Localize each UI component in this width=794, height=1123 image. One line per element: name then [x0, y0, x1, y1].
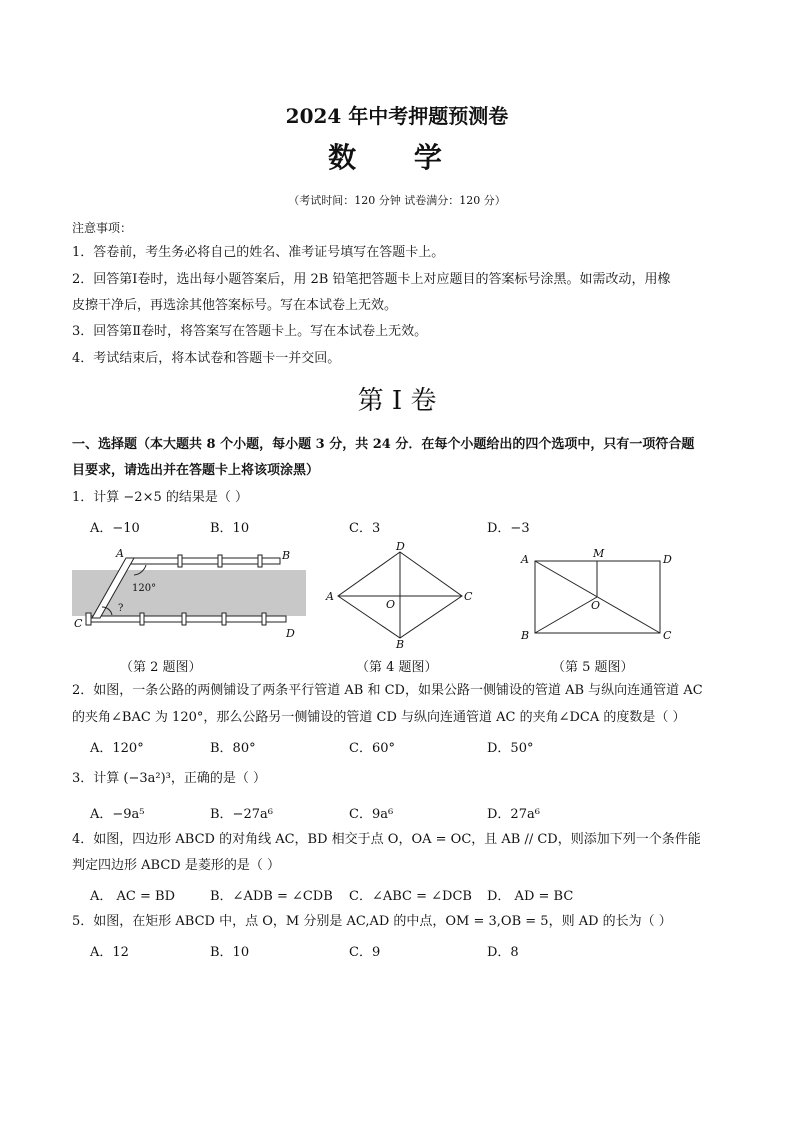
- pipe-cd: [90, 616, 286, 622]
- question-5-option-a: A．12: [90, 945, 129, 960]
- unknown-angle-label: ?: [118, 603, 124, 614]
- figure-5-diagram: [515, 543, 685, 648]
- pipe-joint: [140, 613, 144, 625]
- notice-line: 2．回答第Ⅰ卷时，选出每小题答案后，用 2B 铅笔把答题卡上对应题目的答案标号涂黑。如需改动，用橡: [72, 272, 671, 287]
- label-m: M: [593, 547, 605, 560]
- angle-label: 120°: [132, 583, 157, 594]
- part1-intro: 目要求，请选出并在答题卡上将该项涂黑）: [72, 463, 320, 478]
- question-1-stem: 1．计算 −2×5 的结果是（ ）: [72, 490, 248, 505]
- question-3-option-b: B．−27a⁶: [210, 807, 273, 822]
- label-b: B: [396, 638, 405, 650]
- segment-ob: [535, 597, 597, 633]
- label-a: A: [116, 547, 124, 560]
- label-a: A: [326, 590, 334, 603]
- label-a: A: [521, 553, 529, 566]
- question-3-option-a: A．−9a⁵: [90, 807, 145, 822]
- question-1-option-d: D．−3: [487, 521, 530, 536]
- question-2-option-d: D．50°: [487, 741, 534, 756]
- question-2-option-b: B．80°: [210, 741, 256, 756]
- question-4-option-b: B．∠ADB = ∠CDB: [210, 889, 333, 904]
- label-b: B: [282, 549, 291, 562]
- question-1-option-a: A．−10: [90, 521, 140, 536]
- figure-2-caption: （第 2 题图）: [120, 660, 202, 675]
- question-2-option-a: A．120°: [90, 741, 144, 756]
- question-2-stem-continued: 的夹角∠BAC 为 120°，那么公路另一侧铺设的管道 CD 与纵向连通管道 AC 的夹角∠DCA 的度数是（ ）: [72, 710, 686, 725]
- pipe-joint: [262, 613, 266, 625]
- question-1-option-c: C．3: [349, 521, 381, 536]
- notice-heading: 注意事项：: [72, 221, 133, 235]
- subject-title: 数 学: [328, 141, 466, 174]
- label-d: D: [396, 540, 405, 553]
- pipe-joint: [178, 555, 182, 567]
- question-4-option-c: C．∠ABC = ∠DCB: [349, 889, 472, 904]
- notice-line: 4．考试结束后，将本试卷和答题卡一并交回。: [72, 351, 341, 366]
- pipe-joint: [222, 613, 226, 625]
- section-title: 第 I 卷: [357, 386, 437, 416]
- question-3-stem: 3．计算 (−3a²)³，正确的是（ ）: [72, 771, 267, 786]
- exam-title: 2024 年中考押题预测卷: [285, 104, 509, 128]
- pipe-joint: [182, 613, 186, 625]
- label-c: C: [464, 590, 473, 603]
- exam-meta: （考试时间：120 分钟 试卷满分：120 分）: [288, 194, 506, 207]
- figure-2-diagram: [70, 545, 310, 645]
- question-5-option-d: D．8: [487, 945, 519, 960]
- question-5-stem: 5．如图，在矩形 ABCD 中，点 O，M 分别是 AC,AD 的中点，OM = 3,OB = 5，则 AD 的长为（ ）: [72, 914, 672, 929]
- label-d: D: [286, 627, 295, 640]
- notice-line: 3．回答第Ⅱ卷时，将答案写在答题卡上。写在本试卷上无效。: [72, 324, 428, 339]
- label-o: O: [386, 598, 396, 611]
- label-b: B: [521, 629, 530, 642]
- pipe-joint: [218, 555, 222, 567]
- label-d: D: [663, 553, 672, 566]
- label-c: C: [74, 617, 83, 630]
- label-c: C: [663, 629, 672, 642]
- part1-intro: 一、选择题（本大题共 8 个小题，每小题 3 分，共 24 分．在每个小题给出的四个选项中，只有一项符合题: [72, 437, 695, 452]
- question-4-option-d: D． AD = BC: [487, 889, 574, 904]
- question-3-option-d: D．27a⁶: [487, 807, 540, 822]
- question-2-stem: 2．如图，一条公路的两侧铺设了两条平行管道 AB 和 CD，如果公路一侧铺设的管道 AB 与纵向连通管道 AC: [72, 683, 703, 698]
- notice-line: 1．答卷前，考生务必将自己的姓名、准考证号填写在答题卡上。: [72, 245, 445, 260]
- figure-4-caption: （第 4 题图）: [356, 660, 438, 675]
- question-4-stem: 4．如图，四边形 ABCD 的对角线 AC，BD 相交于点 O，OA = OC，且 AB // CD，则添加下列一个条件能: [72, 832, 701, 847]
- pipe-joint: [86, 613, 91, 625]
- question-4-option-a: A． AC = BD: [90, 889, 175, 904]
- label-o: O: [591, 599, 601, 612]
- question-4-stem-continued: 判定四边形 ABCD 是菱形的是（ ）: [72, 858, 280, 873]
- figure-5-caption: （第 5 题图）: [552, 660, 634, 675]
- question-1-option-b: B．10: [210, 521, 250, 536]
- question-5-option-b: B．10: [210, 945, 250, 960]
- pipe-joint: [258, 555, 262, 567]
- question-2-option-c: C．60°: [349, 741, 395, 756]
- question-3-option-c: C．9a⁶: [349, 807, 394, 822]
- figure-4-diagram: [320, 540, 480, 650]
- notice-line: 皮擦干净后，再选涂其他答案标号。写在本试卷上无效。: [72, 298, 398, 313]
- question-5-option-c: C．9: [349, 945, 381, 960]
